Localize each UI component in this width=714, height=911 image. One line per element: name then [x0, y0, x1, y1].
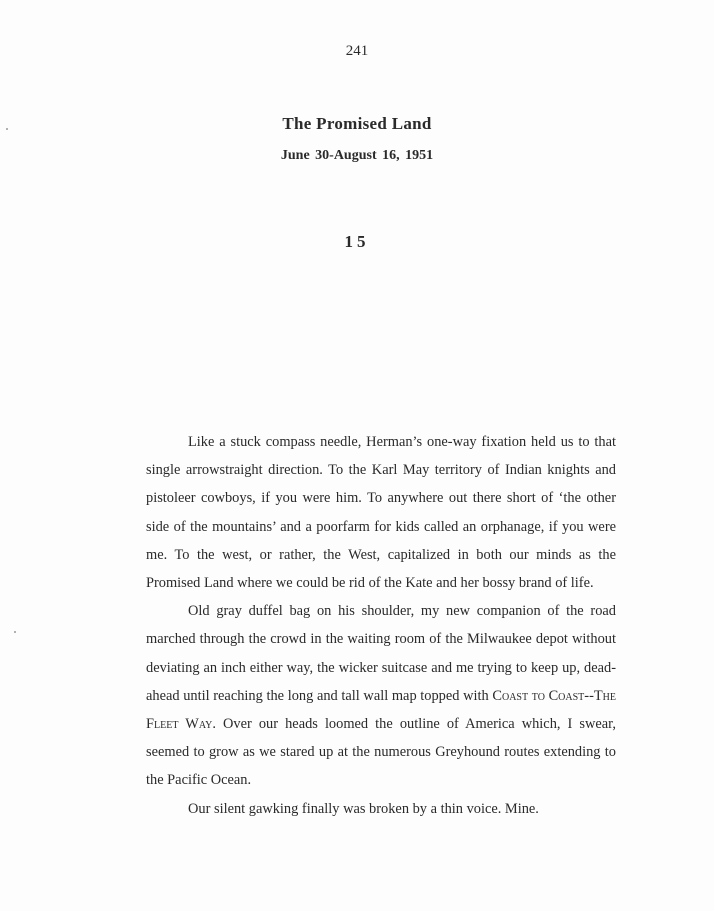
body-text [146, 428, 616, 823]
chapter-number: 15 [344, 232, 370, 251]
section-date-range: June 30-August 16, 1951 [280, 148, 434, 163]
page-number: 241 [345, 43, 369, 59]
wall-map-caption: Coast to Coast--The Fleet Way [146, 687, 616, 733]
paragraph-2-text-after: . Over our heads loomed the outline of America which, I swear, seemed to grow as we stared up at the numerous Greyhound routes extending to the Pacific Ocean. [146, 716, 616, 789]
paragraph-3: Our silent gawking finally was broken by a thin voice. Mine. [188, 800, 539, 817]
scan-speck [14, 631, 16, 633]
paragraph-2-text-before: Old gray duffel bag on his shoulder, my new companion of the road marched through the crowd in the waiting room of the Milwaukee depot without deviating an inch either way, the wicker suitcase and me trying to keep up, dead-ahead until reaching the long and tall wall map topped with [146, 603, 616, 704]
scan-speck [6, 128, 8, 130]
section-title: The Promised Land [282, 114, 432, 133]
paragraph-2 [146, 597, 616, 794]
paragraph-1: Like a stuck compass needle, Herman’s one-way fixation held us to that single arrowstraight direction. To the Karl May territory of Indian knights and pistoleer cowboys, if you were him. To anywhere out there short of ‘the other side of the mountains’ and a poorfarm for kids called an orphanage, if you were me. To the west, or rather, the West, capitalized in both our minds as the Promised Land where we could be rid of the Kate and her bossy brand of life. [146, 434, 616, 592]
